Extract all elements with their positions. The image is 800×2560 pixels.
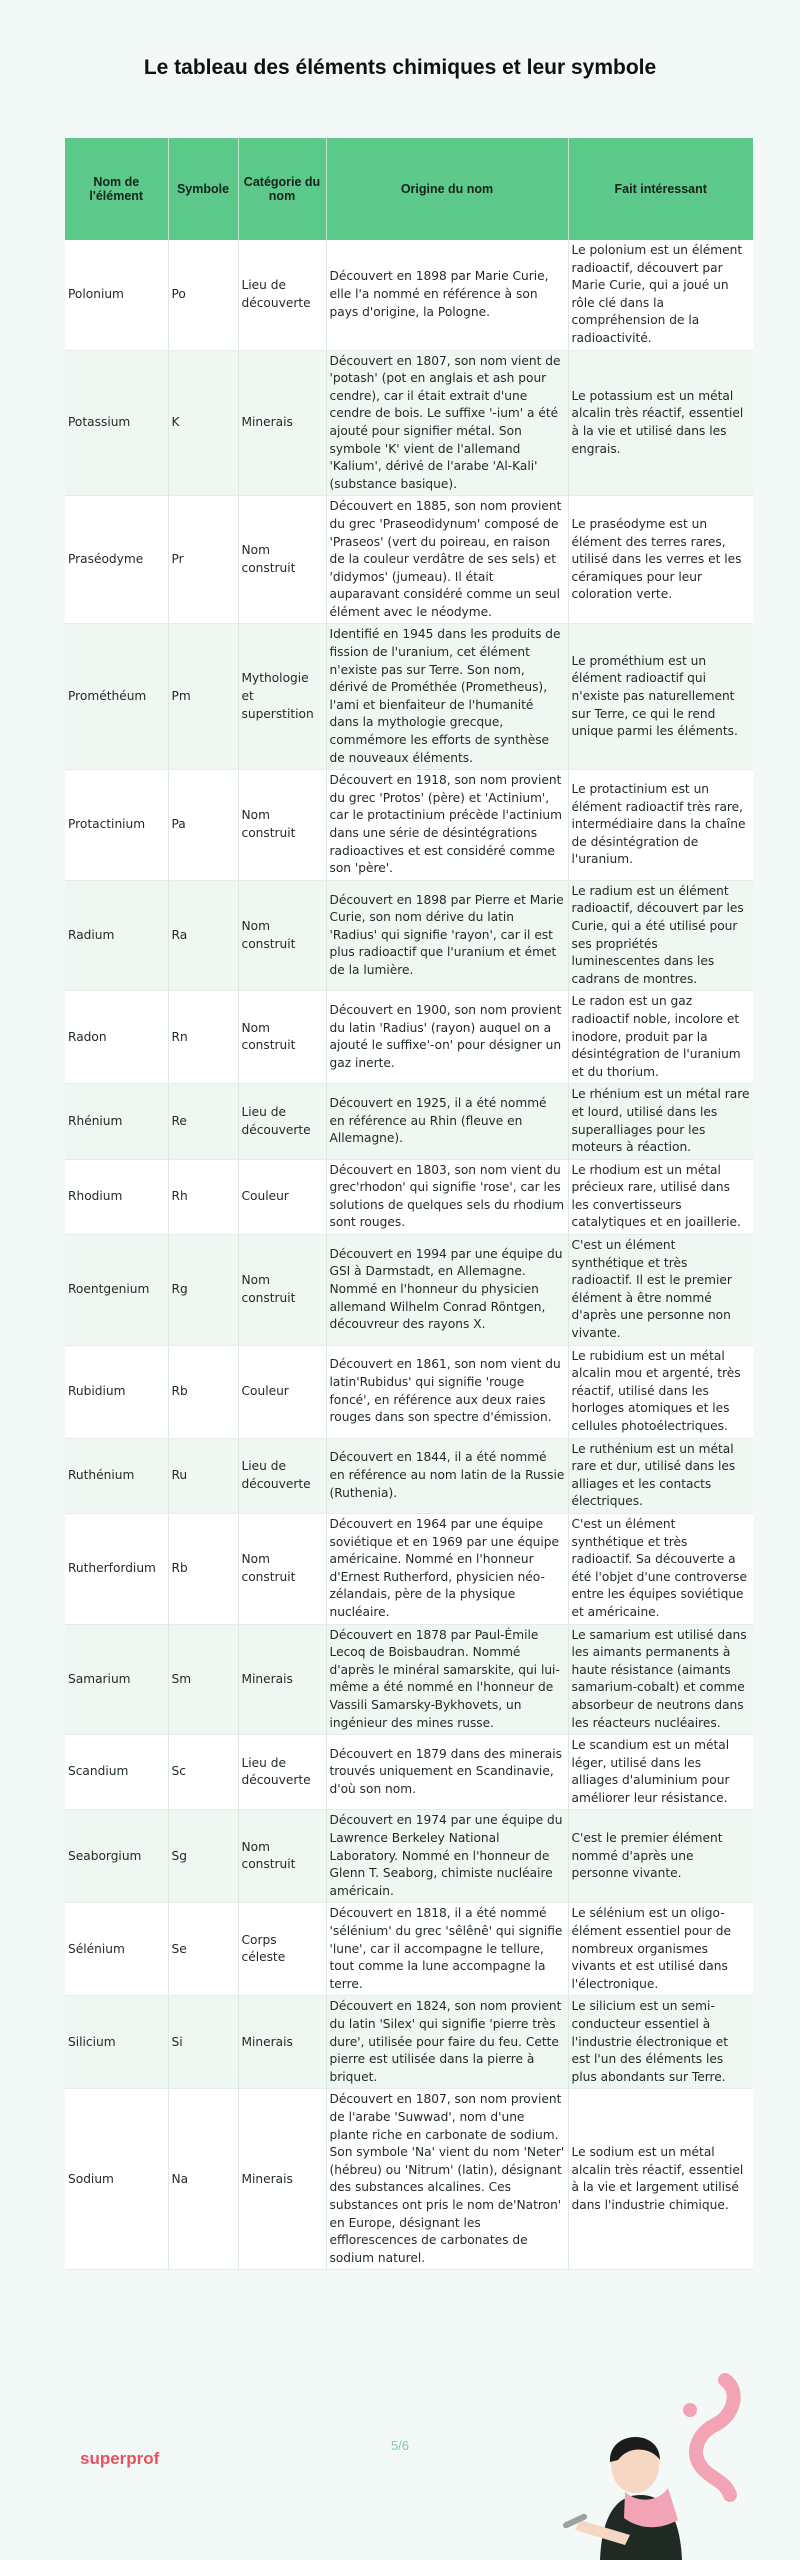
cell-name: Radium <box>65 880 168 991</box>
cell-category: Couleur <box>238 1345 326 1438</box>
cell-origin: Découvert en 1878 par Paul-Émile Lecoq de Boisbaudran. Nommé d'après le minéral samarskite, qui lui-même a été nommé en l'honneur de Vassili Samarsky-Bykhovets, un ingénieur des mines russe. <box>326 1624 568 1735</box>
elements-table <box>65 138 753 2270</box>
cell-category: Mythologie et superstition <box>238 624 326 770</box>
cell-name: Ruthénium <box>65 1438 168 1513</box>
cell-category: Minerais <box>238 350 326 496</box>
cell-fact: Le protactinium est un élément radioactif très rare, intermédiaire dans la chaîne de désintégration de l'uranium. <box>568 770 753 881</box>
cell-category: Lieu de découverte <box>238 1735 326 1810</box>
table-row <box>65 240 753 350</box>
table-row <box>65 770 753 881</box>
cell-name: Roentgenium <box>65 1235 168 1346</box>
cell-fact: Le ruthénium est un métal rare et dur, utilisé dans les alliages et les contacts électriques. <box>568 1438 753 1513</box>
cell-fact: Le radon est un gaz radioactif noble, incolore et inodore, produit par la désintégration de l'uranium et du thorium. <box>568 991 753 1084</box>
header-name: Nom de l'élément <box>65 138 168 240</box>
table-row <box>65 1810 753 1903</box>
cell-category: Nom construit <box>238 1235 326 1346</box>
cell-name: Sodium <box>65 2089 168 2270</box>
cell-fact: Le samarium est utilisé dans les aimants permanents à haute résistance (aimants samarium-cobalt) et comme absorbeur de neutrons dans les réacteurs nucléaires. <box>568 1624 753 1735</box>
cell-symbol: Rg <box>168 1235 238 1346</box>
cell-origin: Découvert en 1925, il a été nommé en référence au Rhin (fleuve en Allemagne). <box>326 1084 568 1159</box>
cell-symbol: Rn <box>168 991 238 1084</box>
cell-fact: Le radium est un élément radioactif, découvert par les Curie, qui a été utilisé pour ses propriétés luminescentes dans les cadrans de montres. <box>568 880 753 991</box>
table-row <box>65 1903 753 1996</box>
cell-origin: Découvert en 1803, son nom vient du grec'rhodon' qui signifie 'rose', car les solutions de quelques sels du rhodium sont rouges. <box>326 1159 568 1234</box>
cell-name: Samarium <box>65 1624 168 1735</box>
cell-origin: Découvert en 1885, son nom provient du grec 'Praseodidynum' composé de 'Praseos' (vert du poireau, en raison de la couleur verdâtre de ses sels) et 'didymos' (jumeau). Il était auparavant considéré comme un seul élément avec le néodyme. <box>326 496 568 624</box>
cell-name: Praséodyme <box>65 496 168 624</box>
table-body <box>65 240 753 2270</box>
cell-symbol: Pm <box>168 624 238 770</box>
table-row <box>65 1996 753 2089</box>
decorative-pink-swirl <box>696 2380 734 2495</box>
cell-symbol: Si <box>168 1996 238 2089</box>
cell-symbol: Na <box>168 2089 238 2270</box>
table-row <box>65 1084 753 1159</box>
table-row <box>65 1735 753 1810</box>
table-header-row <box>65 138 753 240</box>
cell-fact: Le rhodium est un métal précieux rare, utilisé dans les convertisseurs catalytiques et en joaillerie. <box>568 1159 753 1234</box>
character-scarf <box>624 2488 678 2527</box>
header-origin: Origine du nom <box>326 138 568 240</box>
cell-category: Nom construit <box>238 991 326 1084</box>
cell-symbol: Ra <box>168 880 238 991</box>
cell-origin: Découvert en 1918, son nom provient du grec 'Protos' (père) et 'Actinium', car le protactinium précède l'actinium dans une série de désintégrations radioactives et est considéré comme son 'père'. <box>326 770 568 881</box>
cell-fact: Le silicium est un semi-conducteur essentiel à l'industrie électronique et est l'un des éléments les plus abondants sur Terre. <box>568 1996 753 2089</box>
cell-fact: Le rhénium est un métal rare et lourd, utilisé dans les superalliages pour les moteurs à réaction. <box>568 1084 753 1159</box>
cell-name: Scandium <box>65 1735 168 1810</box>
cell-category: Lieu de découverte <box>238 1084 326 1159</box>
cell-symbol: Sm <box>168 1624 238 1735</box>
cell-category: Couleur <box>238 1159 326 1234</box>
cell-symbol: K <box>168 350 238 496</box>
cell-fact: Le polonium est un élément radioactif, découvert par Marie Curie, qui a joué un rôle clé dans la compréhension de la radioactivité. <box>568 240 753 350</box>
table-row <box>65 1235 753 1346</box>
table-row <box>65 1624 753 1735</box>
cell-symbol: Ru <box>168 1438 238 1513</box>
cell-category: Lieu de découverte <box>238 1438 326 1513</box>
cell-category: Nom construit <box>238 770 326 881</box>
cell-origin: Découvert en 1898 par Marie Curie, elle l'a nommé en référence à son pays d'origine, la Pologne. <box>326 240 568 350</box>
table-row <box>65 624 753 770</box>
cell-symbol: Rh <box>168 1159 238 1234</box>
cell-origin: Découvert en 1861, son nom vient du latin'Rubidus' qui signifie 'rouge foncé', en référence aux deux raies rouges dans son spectre d'émission. <box>326 1345 568 1438</box>
cell-symbol: Re <box>168 1084 238 1159</box>
table-row <box>65 1438 753 1513</box>
cell-fact: Le sélénium est un oligo-élément essentiel pour de nombreux organismes vivants et est utilisé dans l'électronique. <box>568 1903 753 1996</box>
cell-category: Nom construit <box>238 1513 326 1624</box>
cell-origin: Identifié en 1945 dans les produits de fission de l'uranium, cet élément n'existe pas sur Terre. Son nom, dérivé de Prométhée (Prometheus), l'ami et bienfaiteur de l'humanité dans la mythologie grecque, commémore les efforts de synthèse de nouveaux éléments. <box>326 624 568 770</box>
cell-fact: C'est le premier élément nommé d'après une personne vivante. <box>568 1810 753 1903</box>
cell-category: Minerais <box>238 1624 326 1735</box>
cell-category: Minerais <box>238 2089 326 2270</box>
cell-category: Nom construit <box>238 880 326 991</box>
cell-name: Radon <box>65 991 168 1084</box>
table-row <box>65 1159 753 1234</box>
header-symbol: Symbole <box>168 138 238 240</box>
cell-category: Nom construit <box>238 1810 326 1903</box>
cell-category: Lieu de découverte <box>238 240 326 350</box>
cell-fact: C'est un élément synthétique et très radioactif. Sa découverte a été l'objet d'une controverse entre les équipes soviétique et américaine. <box>568 1513 753 1624</box>
cell-name: Rutherfordium <box>65 1513 168 1624</box>
cell-fact: Le scandium est un métal léger, utilisé dans les alliages d'aluminium pour améliorer leur résistance. <box>568 1735 753 1810</box>
decorative-pink-dot <box>683 2403 697 2417</box>
cell-origin: Découvert en 1807, son nom vient de 'potash' (pot en anglais et ash pour cendre), car il était extrait d'une cendre de bois. Le suffixe '-ium' a été ajouté pour signifier métal. Son symbole 'K' vient de l'allemand 'Kalium', dérivé de l'arabe 'Al-Kali' (substance basique). <box>326 350 568 496</box>
cell-symbol: Po <box>168 240 238 350</box>
table-row <box>65 2089 753 2270</box>
cell-origin: Découvert en 1807, son nom provient de l'arabe 'Suwwad', nom d'une plante riche en carbonate de sodium. Son symbole 'Na' vient du nom 'Neter' (hébreu) ou 'Nitrum' (latin), désignant des substances alcalines. Ces substances ont pris le nom de'Natron' en Europe, désignant les efflorescences de carbonates de sodium naturel. <box>326 2089 568 2270</box>
cell-origin: Découvert en 1994 par une équipe du GSI à Darmstadt, en Allemagne. Nommé en l'honneur du physicien allemand Wilhelm Conrad Röntgen, découvreur des rayons X. <box>326 1235 568 1346</box>
cell-name: Protactinium <box>65 770 168 881</box>
cell-origin: Découvert en 1824, son nom provient du latin 'Silex' qui signifie 'pierre très dure', utilisée pour faire du feu. Cette pierre est utilisée dans la pierre à briquet. <box>326 1996 568 2089</box>
cell-symbol: Se <box>168 1903 238 1996</box>
cell-fact: Le rubidium est un métal alcalin mou et argenté, très réactif, utilisé dans les horloges atomiques et les cellules photoélectriques. <box>568 1345 753 1438</box>
cell-name: Sélénium <box>65 1903 168 1996</box>
page-title: Le tableau des éléments chimiques et leur symbole <box>143 56 657 79</box>
table-row <box>65 1345 753 1438</box>
cell-symbol: Pa <box>168 770 238 881</box>
cell-fact: Le potassium est un métal alcalin très réactif, essentiel à la vie et utilisé dans les engrais. <box>568 350 753 496</box>
cell-symbol: Pr <box>168 496 238 624</box>
cell-category: Minerais <box>238 1996 326 2089</box>
cell-origin: Découvert en 1964 par une équipe soviétique et en 1969 par une équipe américaine. Nommé en l'honneur d'Ernest Rutherford, physicien néo-zélandais, père de la physique nucléaire. <box>326 1513 568 1624</box>
cell-category: Corps céleste <box>238 1903 326 1996</box>
cell-origin: Découvert en 1974 par une équipe du Lawrence Berkeley National Laboratory. Nommé en l'honneur de Glenn T. Seaborg, chimiste nucléaire américain. <box>326 1810 568 1903</box>
table-row <box>65 1513 753 1624</box>
table-row <box>65 496 753 624</box>
page-number: 5/6 <box>390 2438 410 2453</box>
cell-name: Rubidium <box>65 1345 168 1438</box>
cell-name: Polonium <box>65 240 168 350</box>
header-fact: Fait intéressant <box>568 138 753 240</box>
cell-name: Rhodium <box>65 1159 168 1234</box>
cell-symbol: Sg <box>168 1810 238 1903</box>
cell-fact: C'est un élément synthétique et très radioactif. Il est le premier élément à être nommé d'après une personne non vivante. <box>568 1235 753 1346</box>
cell-name: Seaborgium <box>65 1810 168 1903</box>
cell-fact: Le sodium est un métal alcalin très réactif, essentiel à la vie et largement utilisé dans l'industrie chimique. <box>568 2089 753 2270</box>
cell-origin: Découvert en 1900, son nom provient du latin 'Radius' (rayon) auquel on a ajouté le suffixe'-on' pour désigner un gaz inerte. <box>326 991 568 1084</box>
cell-name: Rhénium <box>65 1084 168 1159</box>
table-row <box>65 350 753 496</box>
superprof-logo: superprof <box>80 2449 160 2468</box>
cell-category: Nom construit <box>238 496 326 624</box>
cell-name: Silicium <box>65 1996 168 2089</box>
header-category: Catégorie du nom <box>238 138 326 240</box>
cell-origin: Découvert en 1898 par Pierre et Marie Curie, son nom dérive du latin 'Radius' qui signifie 'rayon', car il est plus radioactif que l'uranium et émet de la lumière. <box>326 880 568 991</box>
table-row <box>65 991 753 1084</box>
cell-symbol: Sc <box>168 1735 238 1810</box>
student-illustration <box>540 2370 760 2560</box>
cell-origin: Découvert en 1844, il a été nommé en référence au nom latin de la Russie (Ruthenia). <box>326 1438 568 1513</box>
cell-fact: Le prométhium est un élément radioactif qui n'existe pas naturellement sur Terre, ce qui le rend unique parmi les éléments. <box>568 624 753 770</box>
cell-name: Potassium <box>65 350 168 496</box>
cell-symbol: Rb <box>168 1345 238 1438</box>
cell-origin: Découvert en 1879 dans des minerais trouvés uniquement en Scandinavie, d'où son nom. <box>326 1735 568 1810</box>
cell-origin: Découvert en 1818, il a été nommé 'sélénium' du grec 'sêlênê' qui signifie 'lune', car il accompagne le tellure, tout comme la lune accompagne la terre. <box>326 1903 568 1996</box>
cell-symbol: Rb <box>168 1513 238 1624</box>
cell-name: Prométhéum <box>65 624 168 770</box>
table-row <box>65 880 753 991</box>
cell-fact: Le praséodyme est un élément des terres rares, utilisé dans les verres et les céramiques pour leur coloration verte. <box>568 496 753 624</box>
